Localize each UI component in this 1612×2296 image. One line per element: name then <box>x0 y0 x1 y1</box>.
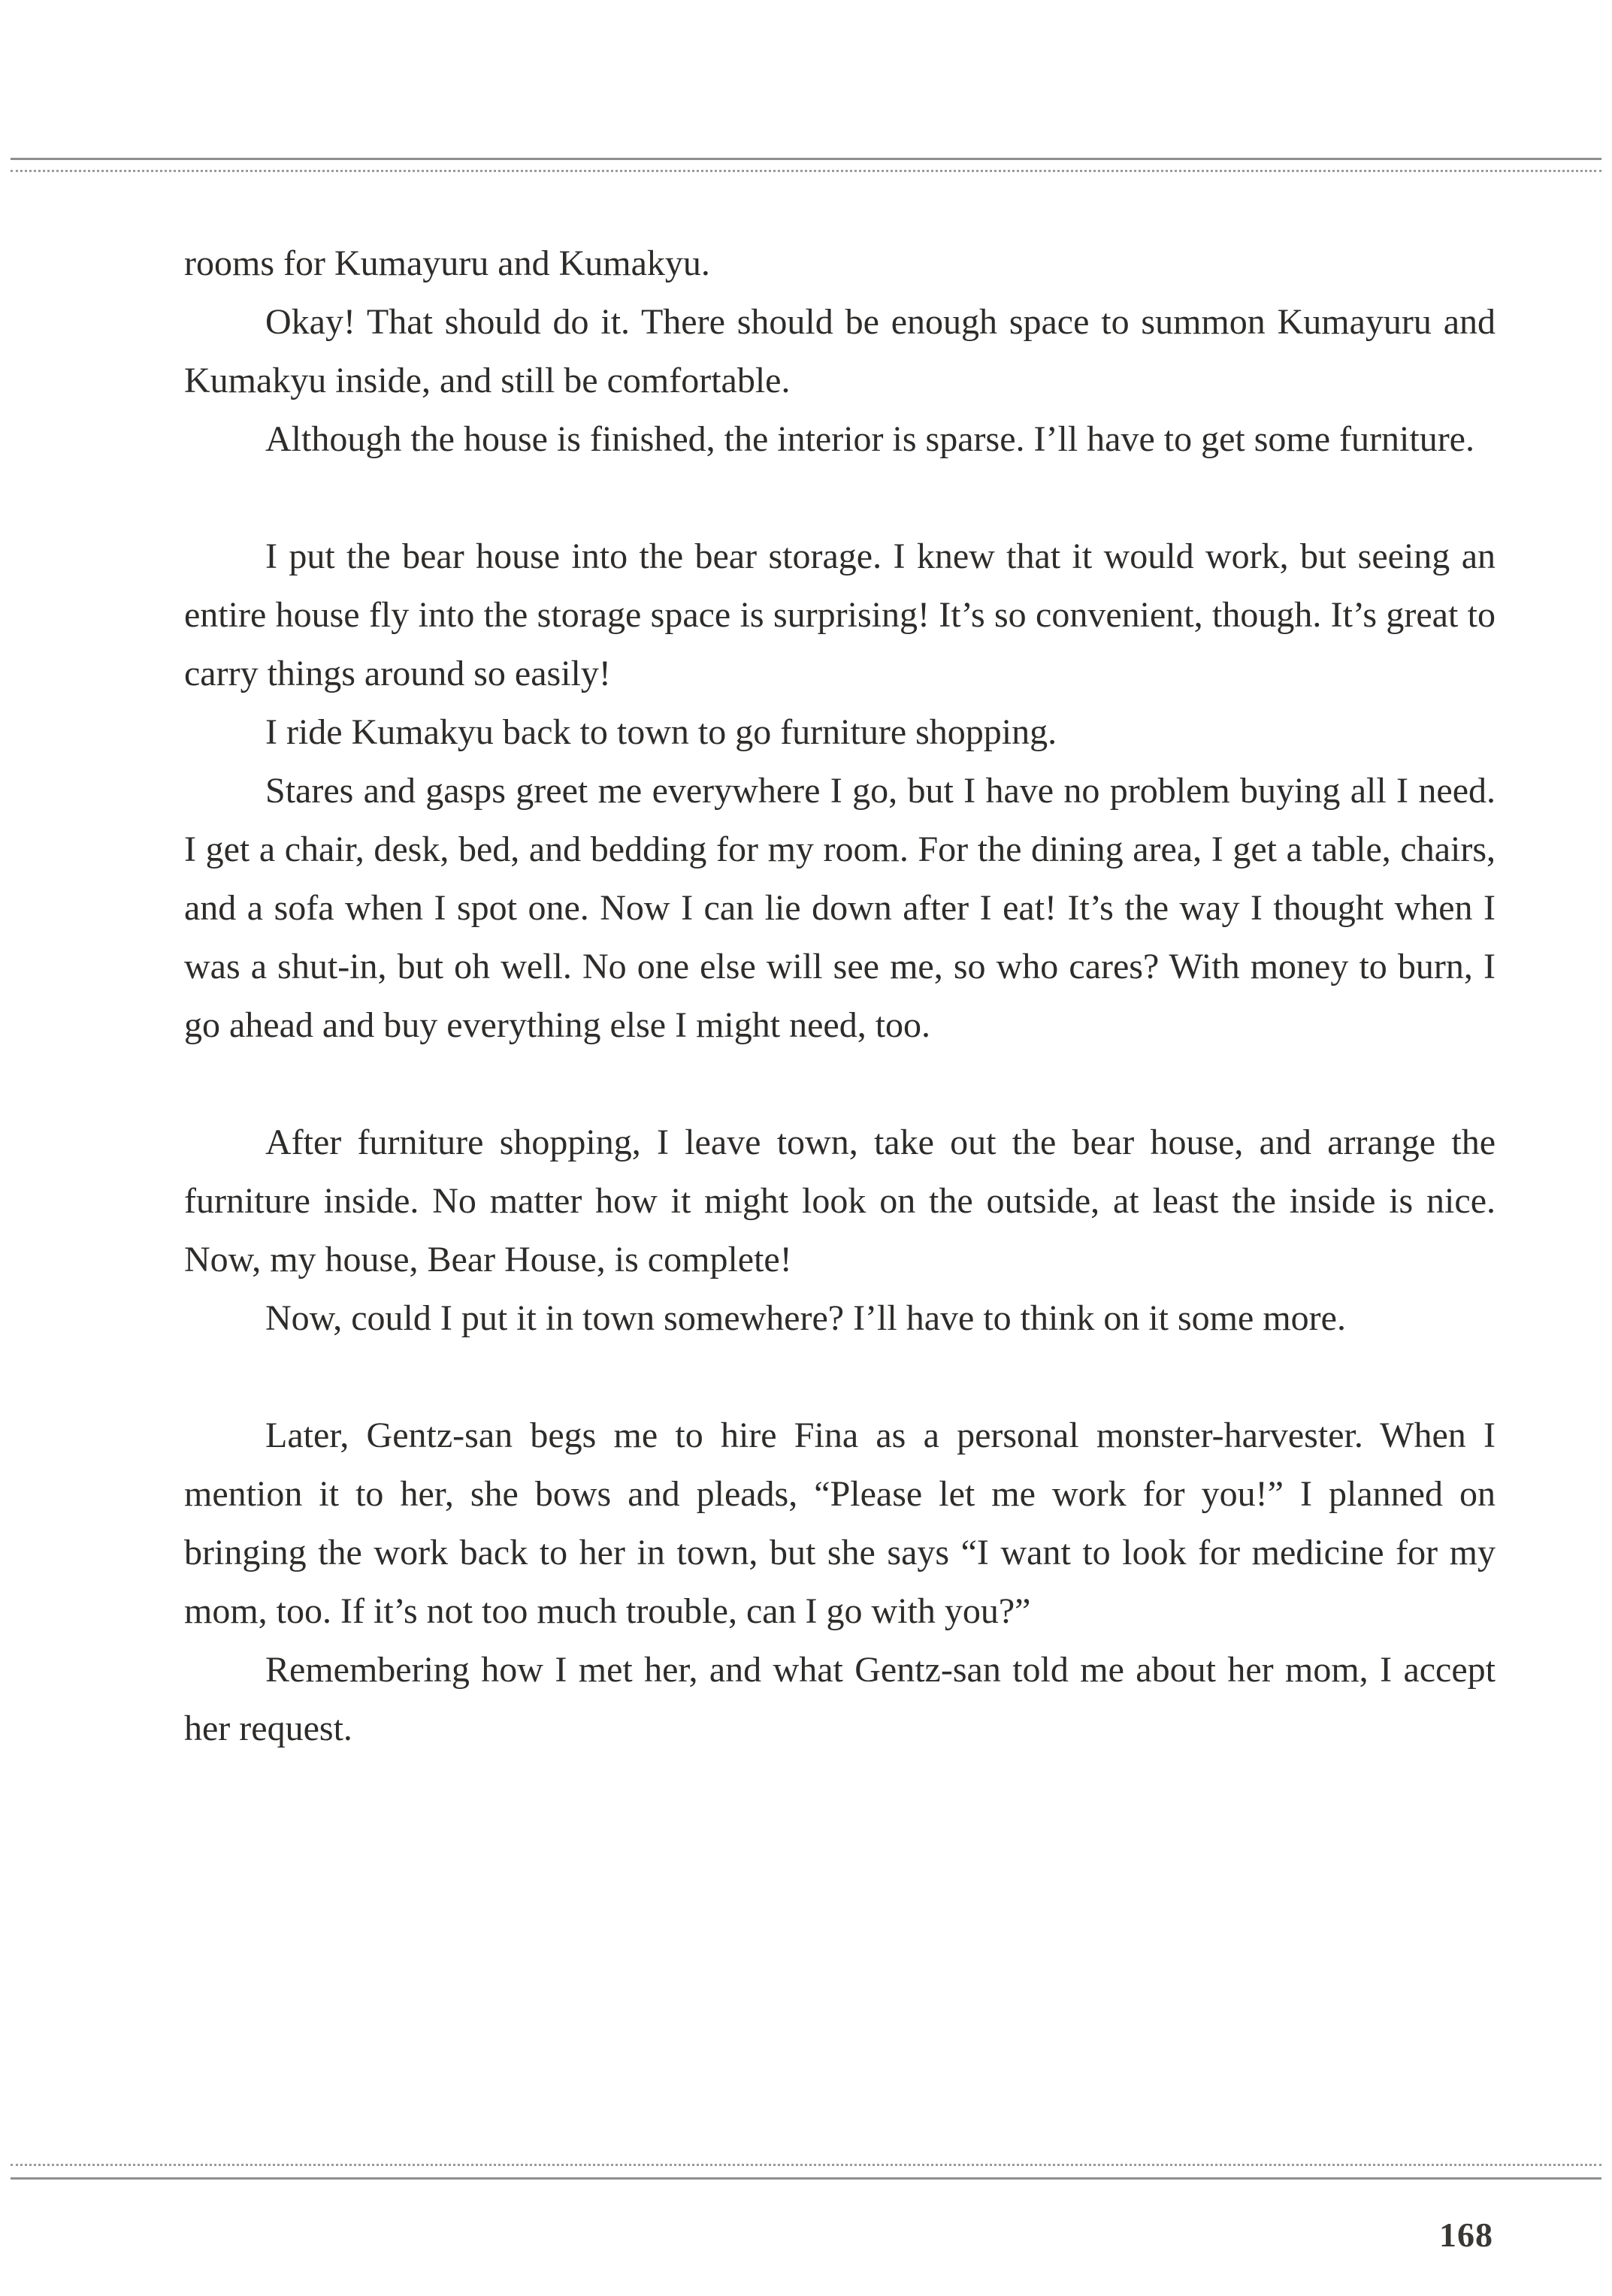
paragraph: Now, could I put it in town somewhere? I’ll have to think on it some more. <box>265 1298 1346 1338</box>
paragraph: I ride Kumakyu back to town to go furniture shopping. <box>265 712 1057 752</box>
body-text <box>184 234 1496 1758</box>
top-border-solid-line <box>11 158 1601 160</box>
bottom-border-dotted-line <box>11 2164 1601 2166</box>
paragraph: Stares and gasps greet me everywhere I go, but I have no problem buying all I need. I get a chair, desk, bed, and bedding for my room. For the dining area, I get a table, chairs, and a sofa when I spot one. Now I can lie down after I eat! It’s the way I thought when I was a shut-in, but oh well. No one else will see me, so who cares? With money to burn, I go ahead and buy everything else I might need, too. <box>184 771 1496 1045</box>
paragraph: Although the house is finished, the interior is sparse. I’ll have to get some furniture. <box>265 419 1474 459</box>
page-number: 168 <box>1439 2216 1493 2254</box>
paragraph: After furniture shopping, I leave town, take out the bear house, and arrange the furniture inside. No matter how it might look on the outside, at least the inside is nice. Now, my house, Bear House, is complete! <box>184 1122 1496 1279</box>
paragraph: rooms for Kumayuru and Kumakyu. <box>184 243 710 283</box>
bottom-border-solid-line <box>11 2177 1601 2180</box>
paragraph: Later, Gentz-san begs me to hire Fina as a personal monster-harvester. When I mention it to her, she bows and pleads, “Please let me work for you!” I planned on bringing the work back to her in town, but she says “I want to look for medicine for my mom, too. If it’s not too much trouble, can I go with you?” <box>184 1415 1496 1631</box>
top-border-dotted-line <box>11 170 1601 172</box>
paragraph: Okay! That should do it. There should be enough space to summon Kumayuru and Kumakyu inside, and still be comfortable. <box>184 302 1496 400</box>
paragraph: Remembering how I met her, and what Gentz-san told me about her mom, I accept her request. <box>184 1650 1496 1748</box>
paragraph: I put the bear house into the bear storage. I knew that it would work, but seeing an entire house fly into the storage space is surprising! It’s so convenient, though. It’s great to carry things around so easily! <box>184 536 1496 693</box>
